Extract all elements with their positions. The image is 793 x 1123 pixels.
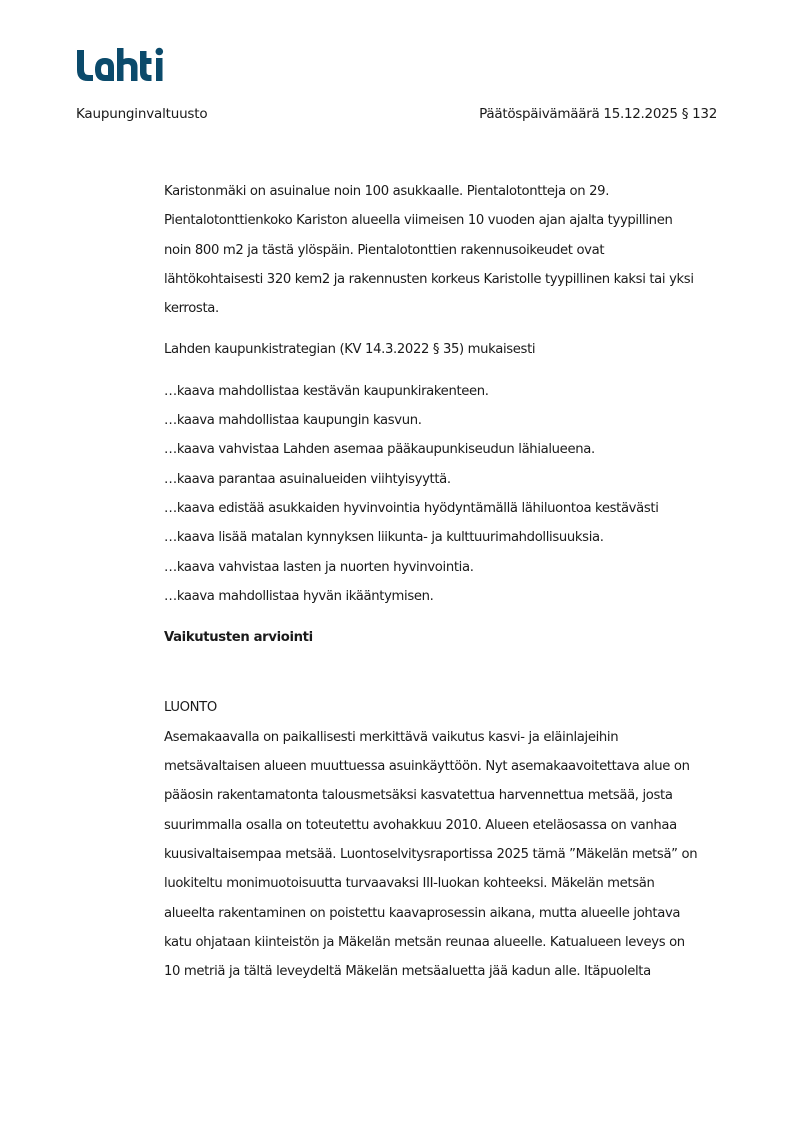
strategy-item: …kaava vahvistaa Lahden asemaa pääkaupunkiseudun lähialueena. xyxy=(164,442,595,458)
strategy-item: …kaava mahdollistaa kestävän kaupunkirakenteen. xyxy=(164,383,489,399)
text-line: Pientalotonttienkoko Kariston alueella viimeisen 10 vuoden ajan ajalta tyypillinen xyxy=(164,213,673,229)
strategy-item: …kaava parantaa asuinalueiden viihtyisyyttä. xyxy=(164,471,451,487)
decision-date: Päätöspäivämäärä 15.12.2025 § 132 xyxy=(479,106,717,122)
text-line: metsävaltaisen alueen muuttuessa asuinkäyttöön. Nyt asemakaavoitettava alue on xyxy=(164,759,690,775)
strategy-item: …kaava vahvistaa lasten ja nuorten hyvinvointia. xyxy=(164,559,474,575)
text-line: pääosin rakentamatonta talousmetsäksi kasvatettua harvennettua metsää, josta xyxy=(164,788,673,804)
text-line: 10 metriä ja tältä leveydeltä Mäkelän metsäaluetta jää kadun alle. Itäpuolelta xyxy=(164,964,651,980)
strategy-item: …kaava mahdollistaa kaupungin kasvun. xyxy=(164,413,422,429)
text-line: Asemakaavalla on paikallisesti merkittävä vaikutus kasvi- ja eläinlajeihin xyxy=(164,729,619,745)
text-line: katu ohjataan kiinteistön ja Mäkelän metsän reunaa alueelle. Katualueen leveys on xyxy=(164,934,685,950)
text-line: kerrosta. xyxy=(164,301,219,317)
text-line: Karistonmäki on asuinalue noin 100 asukkaalle. Pientalotontteja on 29. xyxy=(164,184,610,199)
strategy-intro: Lahden kaupunkistrategian (KV 14.3.2022 § 35) mukaisesti xyxy=(164,342,536,358)
nature-paragraph xyxy=(164,723,734,987)
document-body xyxy=(164,177,734,986)
text-line: noin 800 m2 ja tästä ylöspäin. Pientalotonttien rakennusoikeudet ovat xyxy=(164,242,605,258)
strategy-item: …kaava lisää matalan kynnyksen liikunta- ja kulttuurimahdollisuuksia. xyxy=(164,530,604,546)
lahti-logo xyxy=(75,46,167,82)
text-line: alueelta rakentaminen on poistettu kaavaprosessin aikana, mutta alueelle johtava xyxy=(164,905,681,921)
strategy-item: …kaava mahdollistaa hyvän ikääntymisen. xyxy=(164,588,434,604)
text-line: suurimmalla osalla on toteutettu avohakkuu 2010. Alueen eteläosassa on vanhaa xyxy=(164,817,677,833)
decision-body: Kaupunginvaltuusto xyxy=(76,106,208,122)
strategy-item: …kaava edistää asukkaiden hyvinvointia hyödyntämällä lähiluontoa kestävästi xyxy=(164,500,659,516)
subsection-heading: LUONTO xyxy=(164,700,217,716)
section-heading: Vaikutusten arviointi xyxy=(164,630,313,646)
strategy-list xyxy=(164,377,734,611)
intro-paragraph xyxy=(164,177,734,323)
text-line: luokiteltu monimuotoisuutta turvaavaksi III-luokan kohteeksi. Mäkelän metsän xyxy=(164,876,655,892)
text-line: kuusivaltaisempaa metsää. Luontoselvitysraportissa 2025 tämä ”Mäkelän metsä” on xyxy=(164,846,698,862)
text-line: lähtökohtaisesti 320 kem2 ja rakennusten korkeus Karistolle tyypillinen kaksi tai yksi xyxy=(164,271,694,287)
